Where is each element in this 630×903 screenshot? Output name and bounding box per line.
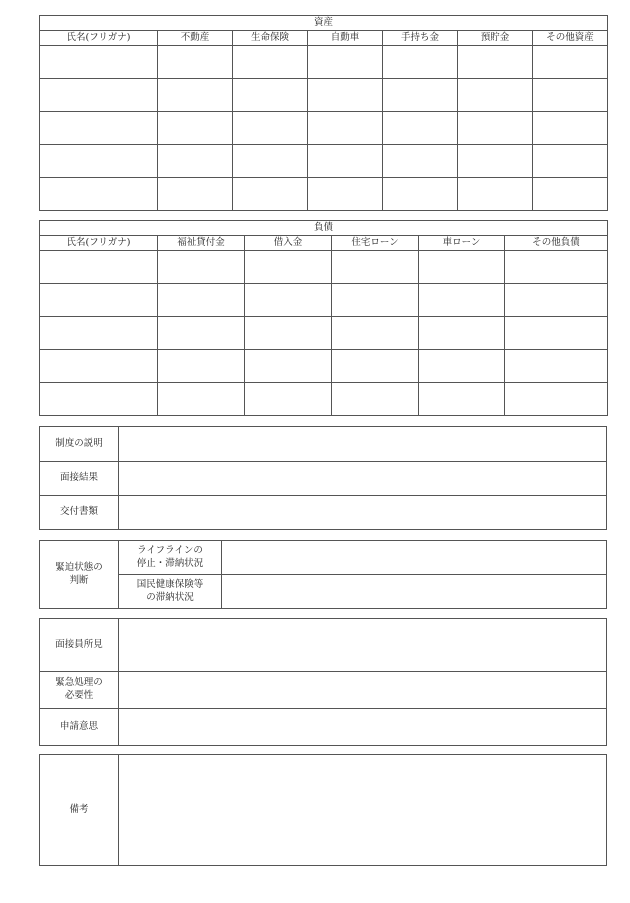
table-cell[interactable] xyxy=(308,46,383,79)
table-cell[interactable] xyxy=(158,145,233,178)
table-cell[interactable] xyxy=(233,145,308,178)
remarks-row xyxy=(40,755,607,866)
row-label: 国民健康保険等 の滞納状況 xyxy=(119,575,222,609)
table-cell[interactable] xyxy=(40,317,158,350)
column-header: その他資産 xyxy=(533,31,608,46)
opinion-row-interviewer xyxy=(40,619,607,672)
assets-title: 資産 xyxy=(40,16,608,31)
table-cell[interactable] xyxy=(419,383,505,416)
assets-table xyxy=(39,15,608,211)
table-row xyxy=(40,145,608,178)
table-cell[interactable] xyxy=(40,284,158,317)
table-cell[interactable] xyxy=(158,383,245,416)
row-value[interactable] xyxy=(119,672,607,709)
table-cell[interactable] xyxy=(158,350,245,383)
table-cell[interactable] xyxy=(458,145,533,178)
row-label: 面接結果 xyxy=(40,462,119,496)
urgency-table xyxy=(39,540,607,609)
table-cell[interactable] xyxy=(245,317,332,350)
table-cell[interactable] xyxy=(383,46,458,79)
column-header: その他負債 xyxy=(505,236,608,251)
table-cell[interactable] xyxy=(458,178,533,211)
row-label: 緊急処理の 必要性 xyxy=(40,672,119,709)
opinion-table xyxy=(39,618,607,746)
table-row xyxy=(40,251,608,284)
table-cell[interactable] xyxy=(158,178,233,211)
row-value[interactable] xyxy=(222,541,607,575)
row-value[interactable] xyxy=(119,496,607,530)
table-cell[interactable] xyxy=(158,251,245,284)
urgency-row-insurance xyxy=(40,575,607,609)
table-cell[interactable] xyxy=(245,284,332,317)
table-cell[interactable] xyxy=(308,145,383,178)
column-header: 氏名(フリガナ) xyxy=(40,31,158,46)
table-row xyxy=(40,46,608,79)
table-cell[interactable] xyxy=(383,178,458,211)
column-header: 借入金 xyxy=(245,236,332,251)
table-cell[interactable] xyxy=(505,284,608,317)
table-cell[interactable] xyxy=(40,145,158,178)
table-cell[interactable] xyxy=(233,112,308,145)
table-cell[interactable] xyxy=(40,46,158,79)
row-label: 申請意思 xyxy=(40,709,119,746)
table-cell[interactable] xyxy=(332,383,419,416)
table-cell[interactable] xyxy=(505,350,608,383)
column-header: 預貯金 xyxy=(458,31,533,46)
table-cell[interactable] xyxy=(383,79,458,112)
column-header: 自動車 xyxy=(308,31,383,46)
row-value[interactable] xyxy=(119,709,607,746)
row-label: 面接員所見 xyxy=(40,619,119,672)
opinion-row-emergency xyxy=(40,672,607,709)
table-cell[interactable] xyxy=(458,112,533,145)
row-value[interactable] xyxy=(119,619,607,672)
interview-row-explanation xyxy=(40,427,607,462)
column-header: 不動産 xyxy=(158,31,233,46)
remarks-table xyxy=(39,754,607,866)
table-cell[interactable] xyxy=(233,46,308,79)
table-cell[interactable] xyxy=(505,317,608,350)
table-cell[interactable] xyxy=(383,145,458,178)
row-value[interactable] xyxy=(119,462,607,496)
interview-row-documents xyxy=(40,496,607,530)
table-cell[interactable] xyxy=(458,79,533,112)
row-label: 制度の説明 xyxy=(40,427,119,462)
table-cell[interactable] xyxy=(533,46,608,79)
table-cell[interactable] xyxy=(233,178,308,211)
interview-table xyxy=(39,426,607,530)
table-cell[interactable] xyxy=(533,112,608,145)
table-cell[interactable] xyxy=(332,284,419,317)
table-cell[interactable] xyxy=(458,46,533,79)
table-cell[interactable] xyxy=(245,251,332,284)
table-cell[interactable] xyxy=(332,350,419,383)
urgency-label: 緊迫状態の 判断 xyxy=(40,541,119,609)
table-cell[interactable] xyxy=(40,112,158,145)
column-header: 氏名(フリガナ) xyxy=(40,236,158,251)
table-cell[interactable] xyxy=(533,178,608,211)
table-cell[interactable] xyxy=(308,178,383,211)
table-row xyxy=(40,317,608,350)
table-cell[interactable] xyxy=(308,112,383,145)
table-cell[interactable] xyxy=(332,251,419,284)
table-cell[interactable] xyxy=(40,383,158,416)
table-row xyxy=(40,383,608,416)
table-cell[interactable] xyxy=(419,317,505,350)
row-value[interactable] xyxy=(119,427,607,462)
table-cell[interactable] xyxy=(158,317,245,350)
remarks-label: 備考 xyxy=(40,755,119,866)
row-label: ライフラインの 停止・滞納状況 xyxy=(119,541,222,575)
table-cell[interactable] xyxy=(233,79,308,112)
table-cell[interactable] xyxy=(505,251,608,284)
table-row xyxy=(40,79,608,112)
table-cell[interactable] xyxy=(158,112,233,145)
liabilities-title: 負債 xyxy=(40,221,608,236)
column-header: 生命保険 xyxy=(233,31,308,46)
liabilities-header-row xyxy=(40,236,608,251)
table-cell[interactable] xyxy=(533,145,608,178)
liabilities-table xyxy=(39,220,608,416)
table-cell[interactable] xyxy=(419,284,505,317)
table-row xyxy=(40,112,608,145)
column-header: 住宅ローン xyxy=(332,236,419,251)
column-header: 車ローン xyxy=(419,236,505,251)
table-cell[interactable] xyxy=(245,350,332,383)
table-cell[interactable] xyxy=(383,112,458,145)
column-header: 福祉貸付金 xyxy=(158,236,245,251)
table-cell[interactable] xyxy=(158,46,233,79)
table-cell[interactable] xyxy=(245,383,332,416)
table-row xyxy=(40,284,608,317)
table-cell[interactable] xyxy=(40,251,158,284)
row-value[interactable] xyxy=(222,575,607,609)
remarks-value[interactable] xyxy=(119,755,607,866)
table-cell[interactable] xyxy=(40,350,158,383)
column-header: 手持ち金 xyxy=(383,31,458,46)
table-cell[interactable] xyxy=(505,383,608,416)
urgency-row-lifeline xyxy=(40,541,607,575)
table-cell[interactable] xyxy=(40,178,158,211)
table-row xyxy=(40,178,608,211)
table-cell[interactable] xyxy=(158,284,245,317)
table-cell[interactable] xyxy=(419,350,505,383)
table-cell[interactable] xyxy=(533,79,608,112)
table-cell[interactable] xyxy=(158,79,233,112)
opinion-row-intent xyxy=(40,709,607,746)
table-cell[interactable] xyxy=(419,251,505,284)
table-cell[interactable] xyxy=(308,79,383,112)
row-label: 交付書類 xyxy=(40,496,119,530)
assets-header-row xyxy=(40,31,608,46)
table-cell[interactable] xyxy=(40,79,158,112)
table-cell[interactable] xyxy=(332,317,419,350)
interview-row-result xyxy=(40,462,607,496)
table-row xyxy=(40,350,608,383)
